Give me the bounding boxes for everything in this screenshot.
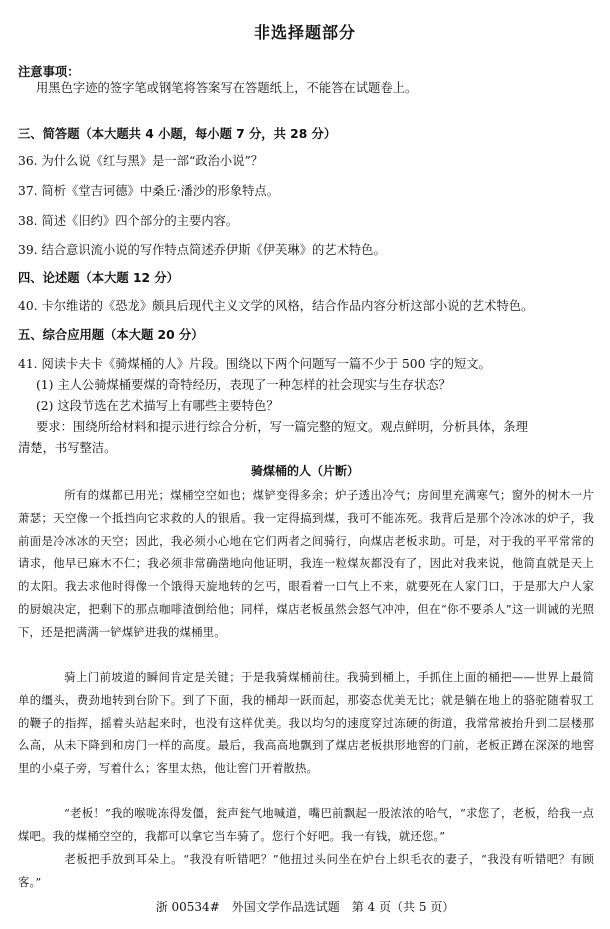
notice-text: 用黑色字迹的签字笔或钢笔将答案写在答题纸上，不能答在试题卷上。	[36, 81, 418, 95]
excerpt-paragraph-2-text: 骑上门前坡道的瞬间肯定是关键；于是我骑煤桶前往。我骑到桶上，手抓住上面的桶把——世界上最简单的缰头，费劲地转到台阶下。到了下面，我的桶却一跃而起，那姿态优美无比；就是躺在地上的骆驼随着驭工的鞭子的指挥，摇着头站起来时，也没有这样优美。我以均匀的速度穿过冻硬的街道，我常常被抬升到二层楼那么高，从未下降到和房门一样的高度。最后，我高高地飘到了煤店老板拱形地窖的门前，老板正蹲在深深的地窖里的小桌子旁，写着什么；客里太热，他让窖门开着散热。	[18, 670, 594, 776]
notice-heading: 注意事项：	[18, 65, 80, 79]
excerpt-paragraph-4	[18, 848, 594, 894]
excerpt-paragraph-1	[18, 484, 594, 644]
excerpt-paragraph-1-text: 所有的煤都已用光；煤桶空空如也；煤铲变得多余；炉子透出冷气；房间里充满寒气；窗外的树木一片萧瑟；天空像一个抵挡向它求救的人的银盾。我一定得搞到煤，我可不能冻死。我背后是那个冷冰冰的炉子，我前面是冷冰冰的天空；因此，我必须小心地在它们两者之间骑行，向煤店老板求助。可是，对于我的平平常常的请求，他早已麻木不仁；我必须非常确凿地向他证明，我连一粒煤灰都没有了，因此对我来说，他简直就是天上的太阳。我去求他时得像一个饿得天旋地转的乞丐，眼看着一口气上不来，就要死在人家门口，于是那大户人家的厨娘决定，把剩下的那点咖啡渣倒给他；同样，煤店老板虽然会怒气冲冲，但在“你不要杀人”这一训诫的光照下，还是把满满一铲煤铲进我的煤桶里。	[18, 488, 594, 639]
question-41-intro: 41. 阅读卡夫卡《骑煤桶的人》片段。围绕以下两个问题写一篇不少于 500 字的短文。	[18, 357, 491, 371]
excerpt-paragraph-3	[18, 802, 594, 848]
excerpt-paragraph-2	[18, 666, 594, 780]
question-41-requirement: 要求：围绕所给材料和提示进行综合分析，写一篇完整的短文。观点鲜明，分析具体，条理	[36, 420, 528, 434]
question-39: 39. 结合意识流小说的写作特点简述乔伊斯《伊芙琳》的艺术特色。	[18, 243, 386, 257]
question-38: 38. 简述《旧约》四个部分的主要内容。	[18, 214, 239, 228]
question-41-sub2: (2) 这段节选在艺术描写上有哪些主要特色？	[36, 399, 279, 413]
question-41-requirement-cont: 清楚，书写整洁。	[18, 441, 117, 455]
question-40: 40. 卡尔维诺的《恐龙》颇具后现代主义文学的风格，结合作品内容分析这部小说的艺术特色。	[18, 299, 534, 313]
page-footer: 浙 00534# 外国文学作品选试题 第 4 页（共 5 页）	[155, 900, 455, 914]
excerpt-paragraph-4-text: 老板把手放到耳朵上。“我没有听错吧？”他扭过头问坐在炉台上织毛衣的妻子，“我没有听错吧？有顾客。”	[18, 852, 594, 889]
question-41-sub1: (1) 主人公骑煤桶要煤的奇特经历，表现了一种怎样的社会现实与生存状态？	[36, 378, 451, 392]
section4-heading: 四、论述题（本大题 12 分）	[18, 271, 179, 285]
excerpt-paragraph-3-text: “老板！”我的喉咙冻得发僵，瓮声瓮气地喊道，嘴巴前飘起一股浓浓的哈气，“求您了，老板，给我一点煤吧。我的煤桶空空的，我都可以拿它当车骑了。您行个好吧。我一有钱，就还您。”	[18, 806, 594, 843]
page-title: 非选择题部分	[253, 23, 356, 42]
question-37: 37. 简析《堂吉诃德》中桑丘·潘沙的形象特点。	[18, 184, 280, 198]
section3-heading: 三、简答题（本大题共 4 小题，每小题 7 分，共 28 分）	[18, 127, 337, 141]
excerpt-title: 骑煤桶的人（片断）	[250, 464, 359, 478]
section5-heading: 五、综合应用题（本大题 20 分）	[18, 328, 204, 342]
question-36: 36. 为什么说《红与黑》是一部“政治小说”？	[18, 154, 264, 168]
